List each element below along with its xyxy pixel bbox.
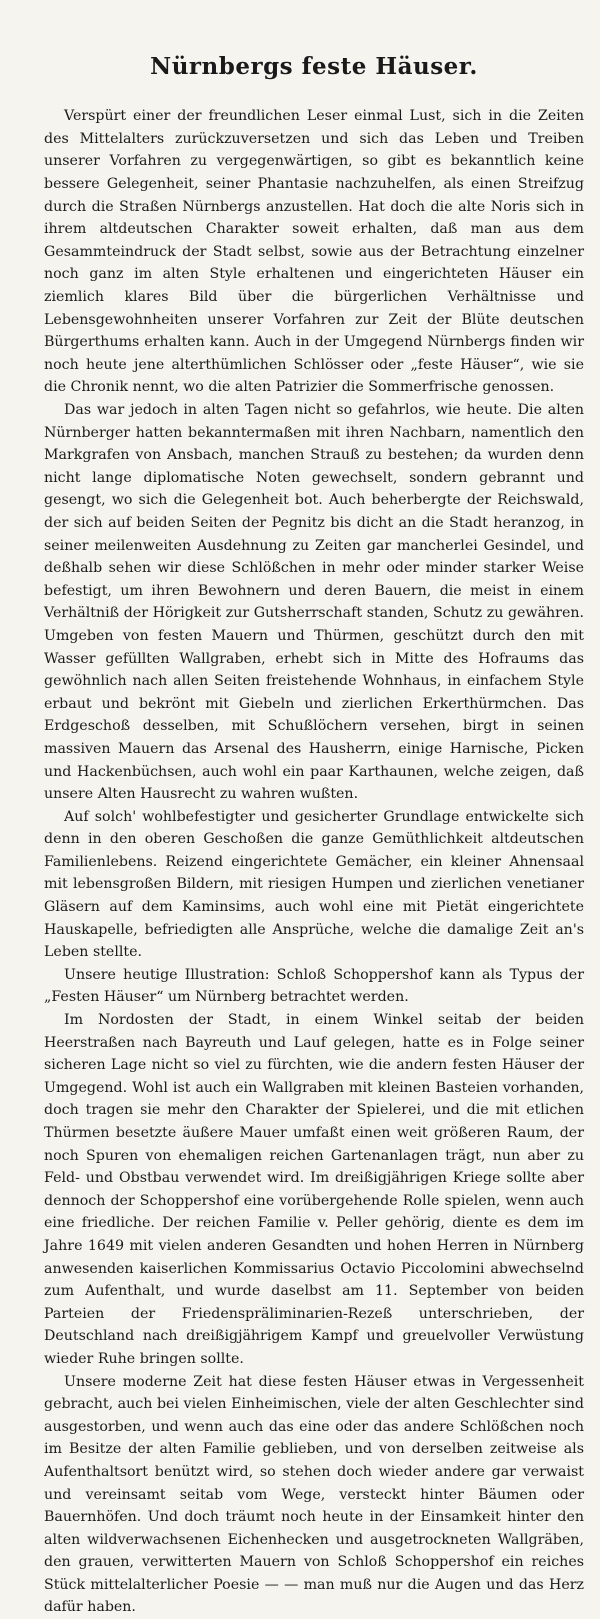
article-paragraph-4: Unsere heutige Illustration: Schloß Schoppershof kann als Typus der „Festen Häuser“ um Nürnberg betrachtet werden. — [44, 966, 584, 1006]
article-paragraph-5: Im Nordosten der Stadt, in einem Winkel seitab der beiden Heerstraßen nach Bayreuth und Lauf gelegen, hatte es in Folge seiner sicheren Lage nicht so viel zu fürchten, wie die andern festen Häuser der Umgegend. Wohl ist auch ein Wallgraben mit kleinen Basteien vorhanden, doch tragen sie mehr den Charakter der Spielerei, und die mit etlichen Thürmen besetzte äußere Mauer umfaßt einen weit größeren Raum, der noch Spuren von ehemaligen reichen Gartenanlagen trägt, nun aber zu Feld- und Obstbau verwendet wird. Im dreißigjährigen Kriege sollte aber dennoch der Schoppershof eine vorübergehende Rolle spielen, wenn auch eine friedliche. Der reichen Familie v. Peller gehörig, diente es dem im Jahre 1649 mit vielen anderen Gesandten und hohen Herren in Nürnberg anwesenden kaiserlichen Kommissarius Octavio Piccolomini abwechselnd zum Aufenthalt, und wurde daselbst am 11. September von beiden Parteien der Friedenspräliminarien-Rezeß unterschrieben, der Deutschland nach dreißigjährigem Kampf und greuelvoller Verwüstung wieder Ruhe bringen sollte. — [44, 1012, 584, 1367]
article-paragraph-6: Unsere moderne Zeit hat diese festen Häuser etwas in Vergessenheit gebracht, auch bei vielen Einheimischen, viele der alten Geschlechter sind ausgestorben, und wenn auch das eine oder das andere Schlößchen noch im Besitze der alten Familie geblieben, und von derselben zeitweise als Aufenthaltsort benützt wird, so stehen doch wieder andere gar verwaist und vereinsamt seitab vom Wege, versteckt hinter Bäumen oder Bauernhöfen. Und doch träumt noch heute in der Einsamkeit hinter den alten wildverwachsenen Eichenhecken und ausgetrockneten Wallgräben, den grauen, verwitterten Mauern von Schloß Schoppershof ein reiches Stück mittelalterlicher Poesie — — man muß nur die Augen und das Herz dafür haben. — [44, 1373, 584, 1616]
article-title: Nürnbergs feste Häuser. — [150, 53, 478, 80]
article-paragraph-2: Das war jedoch in alten Tagen nicht so gefahrlos, wie heute. Die alten Nürnberger hatten bekanntermaßen mit ihren Nachbarn, namentlich den Markgrafen von Ansbach, manchen Strauß zu bestehen; da wurden denn nicht lange diplomatische Noten gewechselt, sondern gebrannt und gesengt, wo sich die Gelegenheit bot. Auch beherbergte der Reichswald, der sich auf beiden Seiten der Pegnitz bis dicht an die Stadt heranzog, in seiner meilenweiten Ausdehnung zu Zeiten gar mancherlei Gesindel, und deßhalb sehen wir diese Schlößchen in mehr oder minder starker Weise befestigt, um ihren Bewohnern und deren Bauern, die meist in einem Verhältniß der Hörigkeit zur Gutsherrschaft standen, Schutz zu gewähren. Umgeben von festen Mauern und Thürmen, geschützt durch den mit Wasser gefüllten Wallgraben, erhebt sich in Mitte des Hofraums das gewöhnlich nach allen Seiten freistehende Wohnhaus, in einfachem Style erbaut und bekrönt mit Giebeln und zierlichen Erkerthürmchen. Das Erdgeschoß desselben, mit Schußlöchern versehen, birgt in seinen massiven Mauern das Arsenal des Hausherrn, einige Harnische, Picken und Hackenbüchsen, auch wohl ein paar Karthaunen, welche zeigen, daß unsere Alten Hausrecht zu wahren wußten. — [44, 402, 584, 803]
article-paragraph-3: Auf solch' wohlbefestigter und gesicherter Grundlage entwickelte sich denn in den oberen Geschoßen die ganze Gemüthlichkeit altdeutschen Familienlebens. Reizend eingerichtete Gemächer, ein kleiner Ahnensaal mit lebensgroßen Bildern, mit riesigen Humpen und zierlichen venetianer Gläsern auf dem Kaminsims, auch wohl eine mit Pietät eingerichtete Hauskapelle, befriedigten alle Ansprüche, welche die damalige Zeit an's Leben stellte. — [44, 808, 584, 961]
article-paragraph-1: Verspürt einer der freundlichen Leser einmal Lust, sich in die Zeiten des Mittelalters zurückzuversetzen und sich das Leben und Treiben unserer Vorfahren zu vergegenwärtigen, so gibt es bekanntlich keine bessere Gelegenheit, seiner Phantasie nachzuhelfen, als einen Streifzug durch die Straßen Nürnbergs anzustellen. Hat doch die alte Noris sich in ihrem altdeutschen Charakter soweit erhalten, daß man aus dem Gesammteindruck der Stadt selbst, sowie aus der Betrachtung einzelner noch ganz im alten Style erhaltenen und eingerichteten Häuser ein ziemlich klares Bild über die bürgerlichen Verhältnisse und Lebensgewohnheiten unserer Vorfahren zur Zeit der Blüte deutschen Bürgerthums erhalten kann. Auch in der Umgegend Nürnbergs finden wir noch heute jene alterthümlichen Schlösser oder „feste Häuser“, wie sie die Chronik nennt, wo die alten Patrizier die Sommerfrische genossen. — [44, 108, 584, 396]
article-body — [44, 105, 584, 1619]
